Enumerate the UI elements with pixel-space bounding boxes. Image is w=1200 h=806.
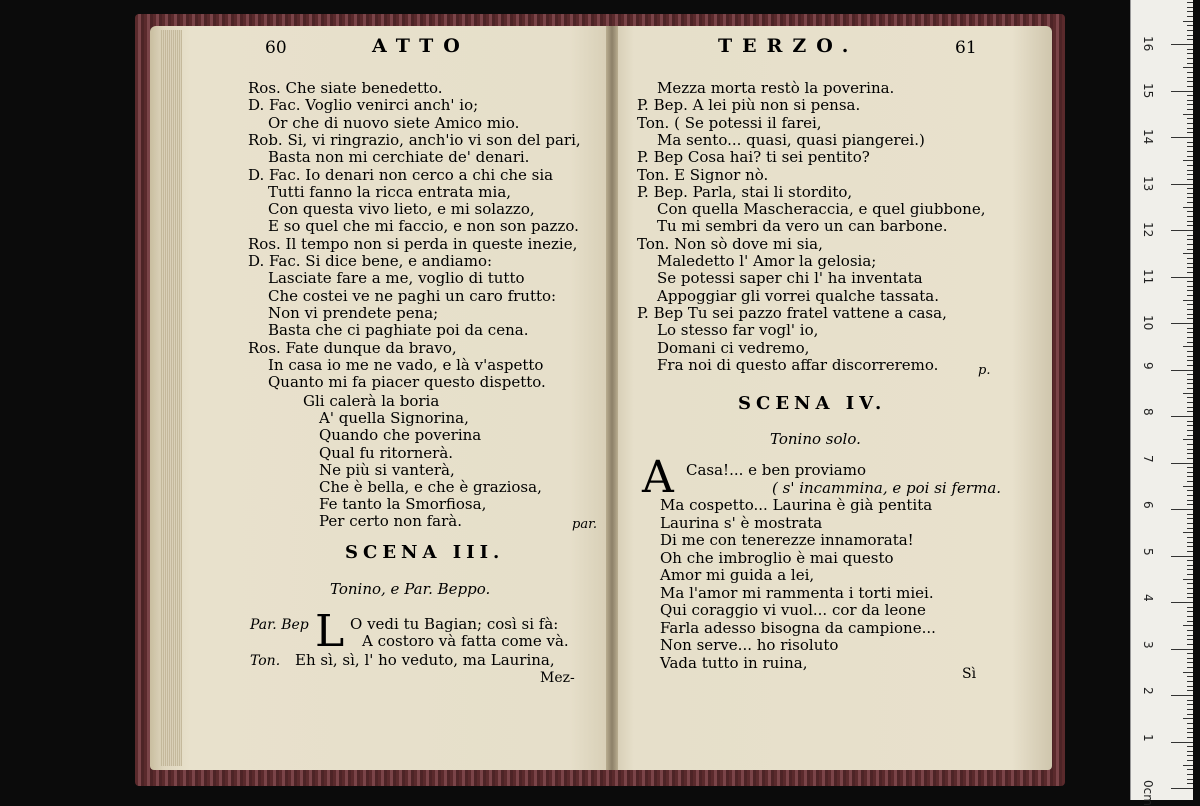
ruler-tick	[1187, 704, 1193, 705]
right-running-header: TERZO.	[718, 35, 859, 57]
ruler-label: 3	[1141, 640, 1155, 649]
text-line: Con quella Mascheraccia, e quel giubbone,	[657, 200, 986, 219]
ruler-tick	[1187, 244, 1193, 245]
text-line: Domani ci vedremo,	[657, 338, 810, 357]
ruler-tick	[1187, 430, 1193, 431]
text-line: Ros. Il tempo non si perda in queste inezie,	[248, 234, 578, 253]
ruler-tick	[1187, 453, 1193, 454]
ruler-tick	[1183, 532, 1193, 533]
ruler-tick	[1187, 123, 1193, 124]
scene-iv-subtitle: Tonino solo.	[770, 430, 861, 448]
ruler-tick	[1187, 35, 1193, 36]
scene-iv-title: SCENA IV.	[738, 393, 887, 414]
ruler-tick	[1187, 569, 1193, 570]
ruler-tick	[1187, 383, 1193, 384]
ruler-tick	[1183, 579, 1193, 580]
left-aria-catch: par.	[572, 517, 597, 532]
ruler-tick	[1187, 151, 1193, 152]
ruler-tick	[1187, 635, 1193, 636]
ruler-tick	[1171, 416, 1193, 417]
speaker-label: Ton.	[250, 653, 281, 669]
text-line: Tutti fanno la ricca entrata mia,	[268, 182, 512, 201]
ruler-tick	[1187, 690, 1193, 691]
ruler-tick	[1187, 593, 1193, 594]
ruler-tick	[1187, 709, 1193, 710]
ruler-tick	[1187, 421, 1193, 422]
ruler-tick	[1187, 365, 1193, 366]
ruler-tick	[1171, 323, 1193, 324]
ruler-tick	[1171, 370, 1193, 371]
ruler-tick	[1187, 523, 1193, 524]
text-line: D. Fac. Io denari non cerco a chi che sia	[248, 165, 554, 184]
ruler-tick	[1187, 239, 1193, 240]
ruler-tick	[1187, 142, 1193, 143]
text-line: E so quel che mi faccio, e non son pazzo.	[268, 217, 579, 236]
ruler-tick	[1187, 467, 1193, 468]
ruler-tick	[1187, 356, 1193, 357]
ruler-tick	[1187, 728, 1193, 729]
ruler-tick	[1187, 616, 1193, 617]
text-line: Fra noi di questo affar discorreremo.	[657, 355, 939, 374]
text-line: Ne più si vanterà,	[319, 460, 455, 479]
text-line: Qual fu ritornerà.	[319, 443, 454, 462]
ruler-tick	[1187, 653, 1193, 654]
text-line: P. Bep. A lei più non si pensa.	[637, 96, 861, 115]
ruler-label: 7	[1141, 454, 1155, 463]
text-line: Per certo non farà.	[319, 512, 463, 531]
ruler-tick	[1187, 235, 1193, 236]
ruler-tick	[1187, 272, 1193, 273]
ruler-label: 13	[1141, 175, 1155, 191]
ruler-tick	[1187, 425, 1193, 426]
text-line: P. Bep Cosa hai? ti sei pentito?	[637, 148, 870, 167]
text-line: Or che di nuovo siete Amico mio.	[268, 113, 520, 132]
ruler-tick	[1171, 788, 1193, 789]
ruler-tick	[1187, 714, 1193, 715]
ruler-tick	[1171, 230, 1193, 231]
ruler-tick	[1183, 625, 1193, 626]
ruler-tick	[1187, 783, 1193, 784]
ruler-tick	[1187, 295, 1193, 296]
ruler-tick	[1187, 286, 1193, 287]
ruler-tick	[1187, 458, 1193, 459]
ruler-tick	[1187, 611, 1193, 612]
left-catchword: Mez-	[540, 670, 575, 686]
ruler-tick	[1187, 607, 1193, 608]
ruler-tick	[1183, 300, 1193, 301]
scene-iii-subtitle: Tonino, e Par. Beppo.	[330, 580, 491, 598]
text-line: Vada tutto in ruina,	[660, 653, 808, 672]
page-edges	[160, 30, 182, 766]
scene-iv-drop-cap: A	[642, 452, 674, 503]
ruler-tick	[1187, 53, 1193, 54]
ruler-tick	[1187, 500, 1193, 501]
ruler-tick	[1187, 146, 1193, 147]
ruler-tick	[1187, 72, 1193, 73]
ruler-tick	[1187, 318, 1193, 319]
ruler-tick	[1187, 411, 1193, 412]
ruler-tick	[1187, 118, 1193, 119]
ruler-tick	[1183, 114, 1193, 115]
ruler-tick	[1187, 565, 1193, 566]
ruler-tick	[1187, 774, 1193, 775]
ruler-tick	[1187, 314, 1193, 315]
ruler-label: 1	[1141, 733, 1155, 742]
text-line: Basta non mi cerchiate de' denari.	[268, 148, 530, 167]
scene-iii-drop-cap: L	[315, 606, 345, 657]
ruler-tick	[1187, 2, 1193, 3]
ruler-tick	[1187, 39, 1193, 40]
ruler-tick	[1183, 672, 1193, 673]
text-line: Quanto mi fa piacer questo dispetto.	[268, 373, 546, 392]
text-line: Eh sì, sì, l' ho veduto, ma Laurina,	[295, 651, 555, 669]
ruler-tick	[1171, 556, 1193, 557]
ruler-tick	[1171, 44, 1193, 45]
ruler-tick	[1171, 742, 1193, 743]
text-line: Che costei ve ne paghi un caro frutto:	[268, 286, 557, 305]
ruler-tick	[1187, 132, 1193, 133]
ruler-tick	[1187, 374, 1193, 375]
ruler-tick	[1187, 77, 1193, 78]
ruler-tick	[1187, 746, 1193, 747]
ruler-tick	[1187, 644, 1193, 645]
ruler-tick	[1187, 100, 1193, 101]
ruler-tick	[1187, 751, 1193, 752]
ruler-tick	[1187, 658, 1193, 659]
text-line: Ton. ( Se potessi il farei,	[637, 113, 822, 132]
ruler-tick	[1171, 137, 1193, 138]
ruler-tick	[1187, 49, 1193, 50]
ruler-tick	[1187, 537, 1193, 538]
ruler-tick	[1187, 528, 1193, 529]
ruler-label: 12	[1141, 222, 1155, 238]
ruler-tick	[1187, 225, 1193, 226]
ruler-label: 4	[1141, 594, 1155, 602]
text-line: P. Bep. Parla, stai li stordito,	[637, 182, 853, 201]
ruler-tick	[1171, 277, 1193, 278]
ruler-tick	[1187, 30, 1193, 31]
measuring-ruler	[1130, 0, 1193, 806]
ruler-tick	[1183, 67, 1193, 68]
ruler-tick	[1187, 490, 1193, 491]
ruler-label: 16	[1141, 36, 1155, 52]
ruler-tick	[1187, 588, 1193, 589]
ruler-tick	[1187, 551, 1193, 552]
ruler-tick	[1187, 542, 1193, 543]
ruler-tick	[1171, 463, 1193, 464]
book-gutter	[606, 26, 618, 770]
ruler-tick	[1187, 95, 1193, 96]
ruler-tick	[1187, 686, 1193, 687]
text-line: In casa io me ne vado, e là v'aspetto	[268, 355, 544, 374]
text-line: P. Bep Tu sei pazzo fratel vattene a casa,	[637, 303, 947, 322]
ruler-tick	[1187, 518, 1193, 519]
ruler-tick	[1187, 86, 1193, 87]
ruler-tick	[1187, 63, 1193, 64]
ruler-tick	[1187, 202, 1193, 203]
scene-iii-title: SCENA III.	[345, 542, 505, 563]
text-line: Farla adesso bisogna da campione...	[660, 618, 936, 637]
ruler-tick	[1187, 11, 1193, 12]
ruler-tick	[1187, 546, 1193, 547]
ruler-tick	[1187, 7, 1193, 8]
text-line: Non vi prendete pena;	[268, 303, 439, 322]
ruler-tick	[1183, 346, 1193, 347]
ruler-tick	[1187, 769, 1193, 770]
ruler-label: 8	[1141, 408, 1155, 416]
text-line: Laurina s' è mostrata	[660, 513, 823, 532]
text-line: Qui coraggio vi vuol... cor da leone	[660, 601, 926, 619]
ruler-tick	[1187, 81, 1193, 82]
ruler-tick	[1187, 737, 1193, 738]
text-line: D. Fac. Si dice bene, e andiamo:	[248, 252, 493, 270]
ruler-tick	[1187, 723, 1193, 724]
ruler-tick	[1183, 439, 1193, 440]
ruler-tick	[1187, 472, 1193, 473]
text-line: Rob. Si, vi ringrazio, anch'io vi son del pari,	[248, 130, 581, 149]
ruler-tick	[1187, 700, 1193, 701]
ruler-tick	[1187, 639, 1193, 640]
ruler-tick	[1187, 188, 1193, 189]
ruler-tick	[1187, 156, 1193, 157]
ruler-tick	[1183, 207, 1193, 208]
ruler-tick	[1187, 574, 1193, 575]
ruler-tick	[1187, 560, 1193, 561]
ruler-tick	[1171, 184, 1193, 185]
text-line: Ma l'amor mi rammenta i torti miei.	[660, 583, 934, 602]
ruler-label: 5	[1141, 547, 1155, 556]
ruler-tick	[1187, 351, 1193, 352]
ruler-tick	[1187, 583, 1193, 584]
ruler-label: 6	[1141, 501, 1155, 509]
text-line: Non serve... ho risoluto	[660, 636, 839, 654]
text-line: Ton. E Signor nò.	[637, 165, 769, 184]
ruler-tick	[1187, 258, 1193, 259]
ruler-tick	[1187, 332, 1193, 333]
text-line: Maledetto l' Amor la gelosia;	[657, 252, 877, 270]
ruler-tick	[1171, 91, 1193, 92]
ruler-tick	[1183, 718, 1193, 719]
text-line: Oh che imbroglio è mai questo	[660, 548, 894, 567]
ruler-tick	[1187, 760, 1193, 761]
ruler-tick	[1187, 388, 1193, 389]
ruler-tick	[1187, 109, 1193, 110]
ruler-tick	[1187, 328, 1193, 329]
text-line: ( s' incammina, e poi si ferma.	[772, 478, 1002, 497]
ruler-tick	[1187, 676, 1193, 677]
text-line: Quando che poverina	[319, 426, 482, 445]
text-line: D. Fac. Voglio venirci anch' io;	[248, 96, 479, 115]
ruler-tick	[1187, 681, 1193, 682]
text-line: Con questa vivo lieto, e mi solazzo,	[268, 200, 535, 219]
left-page-number: 60	[265, 38, 287, 58]
ruler-tick	[1183, 393, 1193, 394]
ruler-label: 15	[1141, 82, 1155, 98]
ruler-tick	[1187, 342, 1193, 343]
ruler-tick	[1187, 267, 1193, 268]
right-page-number: 61	[955, 38, 977, 58]
text-line: Ma sento... quasi, quasi piangerei.)	[657, 130, 925, 149]
ruler-tick	[1187, 197, 1193, 198]
text-line: Di me con tenerezze innamorata!	[660, 531, 914, 549]
ruler-tick	[1187, 104, 1193, 105]
ruler-tick	[1187, 662, 1193, 663]
ruler-tick	[1187, 128, 1193, 129]
ruler-tick	[1187, 174, 1193, 175]
ruler-tick	[1183, 765, 1193, 766]
text-line: Ma cospetto... Laurina è già pentita	[660, 496, 933, 514]
ruler-tick	[1187, 221, 1193, 222]
ruler-tick	[1171, 602, 1193, 603]
right-catchword: Sì	[962, 666, 977, 682]
text-line: Lo stesso far vogl' io,	[657, 321, 819, 340]
ruler-tick	[1187, 290, 1193, 291]
text-line: A' quella Signorina,	[319, 409, 469, 428]
ruler-label: 9	[1141, 361, 1155, 370]
right-lines-catch: p.	[978, 363, 991, 378]
ruler-tick	[1187, 249, 1193, 250]
text-line: Fe tanto la Smorfiosa,	[319, 495, 487, 514]
ruler-label: 14	[1141, 129, 1155, 145]
text-line: Ros. Che siate benedetto.	[248, 79, 443, 97]
ruler-tick	[1171, 695, 1193, 696]
ruler-tick	[1187, 170, 1193, 171]
ruler-tick	[1187, 755, 1193, 756]
ruler-tick	[1187, 263, 1193, 264]
text-line: Amor mi guida a lei,	[660, 566, 815, 584]
ruler-tick	[1187, 281, 1193, 282]
ruler-tick	[1187, 495, 1193, 496]
ruler-tick	[1187, 309, 1193, 310]
ruler-tick	[1187, 444, 1193, 445]
ruler-tick	[1187, 360, 1193, 361]
ruler-tick	[1183, 253, 1193, 254]
text-line: Ros. Fate dunque da bravo,	[248, 338, 457, 357]
ruler-tick	[1187, 16, 1193, 17]
ruler-tick	[1187, 504, 1193, 505]
ruler-tick	[1187, 407, 1193, 408]
ruler-tick	[1183, 160, 1193, 161]
text-line: Mezza morta restò la poverina.	[657, 79, 895, 97]
ruler-tick	[1183, 21, 1193, 22]
ruler-tick	[1187, 58, 1193, 59]
ruler-tick	[1187, 514, 1193, 515]
text-line: Che è bella, e che è graziosa,	[319, 478, 542, 496]
text-line: Lasciate fare a me, voglio di tutto	[268, 269, 525, 288]
ruler-tick	[1187, 667, 1193, 668]
ruler-tick	[1187, 402, 1193, 403]
ruler-tick	[1187, 216, 1193, 217]
ruler-tick	[1187, 337, 1193, 338]
ruler-tick	[1187, 179, 1193, 180]
ruler-tick	[1187, 630, 1193, 631]
text-line: O vedi tu Bagian; così si fà:	[350, 615, 559, 633]
text-line: Basta che ci paghiate poi da cena.	[268, 321, 529, 340]
text-line: Gli calerà la boria	[303, 392, 440, 410]
ruler-tick	[1187, 621, 1193, 622]
left-running-header: ATTO	[372, 35, 470, 57]
text-line: Appoggiar gli vorrei qualche tassata.	[657, 286, 939, 305]
ruler-tick	[1187, 25, 1193, 26]
ruler-label: 2	[1141, 687, 1155, 695]
ruler-tick	[1187, 476, 1193, 477]
text-line: A costoro và fatta come và.	[362, 632, 569, 650]
speaker-label: Par. Bep	[250, 617, 309, 633]
ruler-tick	[1171, 509, 1193, 510]
ruler-tick	[1187, 449, 1193, 450]
text-line: Casa!... e ben proviamo	[686, 461, 866, 479]
ruler-tick	[1187, 481, 1193, 482]
text-line: Tu mi sembri da vero un can barbone.	[657, 217, 948, 236]
ruler-tick	[1187, 397, 1193, 398]
ruler-label: 10	[1141, 315, 1155, 331]
ruler-tick	[1187, 597, 1193, 598]
ruler-label: 0cm	[1141, 780, 1155, 806]
ruler-tick	[1187, 435, 1193, 436]
ruler-tick	[1187, 193, 1193, 194]
ruler-tick	[1183, 486, 1193, 487]
ruler-tick	[1187, 779, 1193, 780]
ruler-tick	[1187, 379, 1193, 380]
ruler-tick	[1171, 649, 1193, 650]
ruler-tick	[1187, 211, 1193, 212]
ruler-tick	[1187, 732, 1193, 733]
ruler-label: 11	[1141, 268, 1155, 284]
ruler-tick	[1187, 165, 1193, 166]
text-line: Se potessi saper chi l' ha inventata	[657, 269, 923, 288]
text-line: Ton. Non sò dove mi sia,	[637, 234, 823, 253]
ruler-tick	[1187, 304, 1193, 305]
